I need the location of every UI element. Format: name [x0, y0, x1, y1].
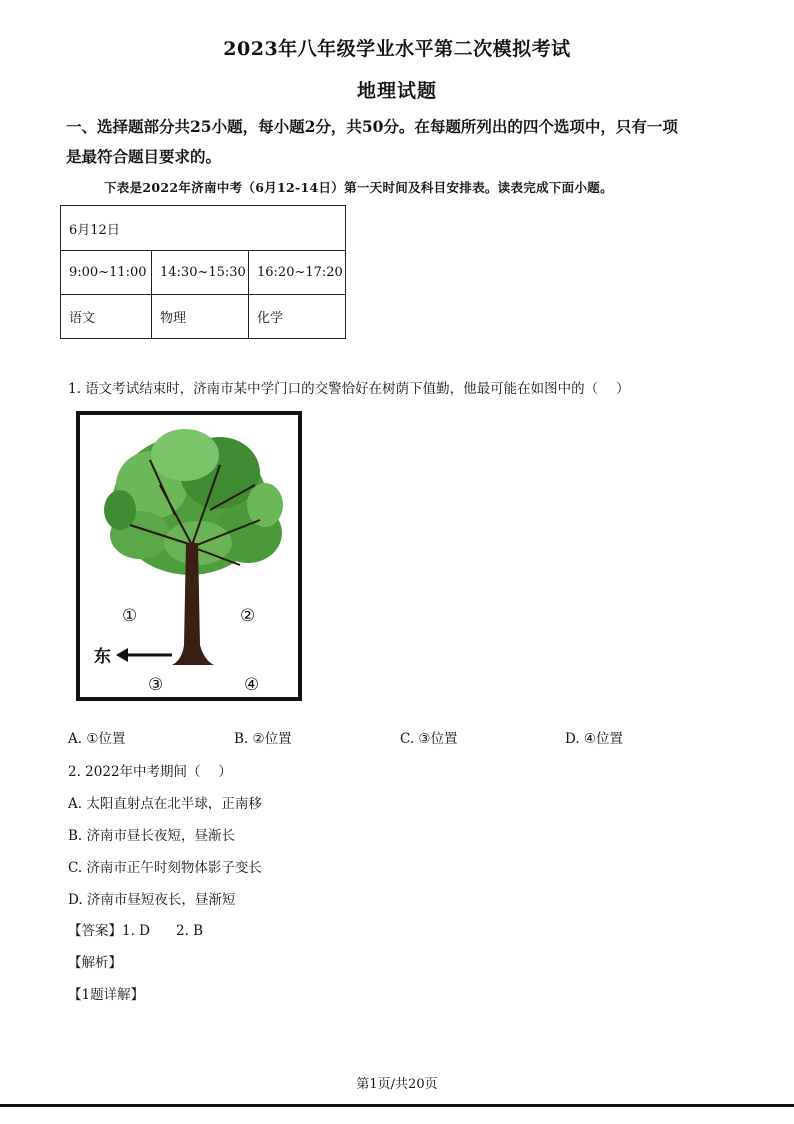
table-row — [61, 206, 346, 251]
answer-line — [68, 919, 203, 939]
schedule-subject: 化学 — [249, 295, 346, 339]
q1-option-a: A. ①位置 — [68, 731, 126, 747]
page-number: 第1页/共20页 — [356, 1077, 438, 1092]
section-instructions-line1: 一、选择题部分共25小题，每小题2分，共50分。在每题所列出的四个选项中，只有一项 — [66, 117, 678, 136]
question-2-text: 2. 2022年中考期间（ ） — [68, 764, 232, 780]
analysis-label: 【解析】 — [68, 955, 122, 971]
schedule-date: 6月12日 — [61, 206, 346, 251]
table-row — [61, 251, 346, 295]
direction-label-east: 东 — [94, 647, 111, 667]
q2-option-a: A. 太阳直射点在北半球，正南移 — [68, 796, 262, 812]
position-marker-4: ④ — [244, 675, 260, 695]
schedule-subject: 语文 — [61, 295, 152, 339]
answer-q1: 1. D — [122, 923, 150, 939]
answer-q2: 2. B — [176, 923, 204, 939]
schedule-time: 14:30~15:30 — [152, 251, 249, 295]
exam-subtitle: 地理试题 — [356, 80, 437, 102]
schedule-subject: 物理 — [152, 295, 249, 339]
tree-illustration — [80, 415, 298, 697]
q1-option-b: B. ②位置 — [234, 731, 292, 747]
q1-option-c: C. ③位置 — [400, 731, 458, 747]
position-marker-2: ② — [240, 606, 256, 626]
position-marker-3: ③ — [148, 675, 164, 695]
section-instructions-line2: 是最符合题目要求的。 — [66, 147, 222, 166]
question-1-text: 1. 语文考试结束时，济南市某中学门口的交警恰好在树荫下值勤，他最可能在如图中的（ ） — [68, 381, 630, 397]
detail-label: 【1题详解】 — [68, 987, 145, 1003]
schedule-time: 16:20~17:20 — [249, 251, 346, 295]
q1-option-d: D. ④位置 — [565, 731, 624, 747]
q2-option-c: C. 济南市正午时刻物体影子变长 — [68, 860, 262, 876]
position-marker-1: ① — [122, 606, 138, 626]
q2-option-b: B. 济南市昼长夜短，昼渐长 — [68, 828, 236, 844]
bottom-rule — [0, 1104, 794, 1107]
east-arrow-icon — [116, 648, 172, 662]
schedule-table — [60, 205, 346, 339]
answer-label: 【答案】 — [68, 923, 122, 939]
q2-option-d: D. 济南市昼短夜长，昼渐短 — [68, 892, 236, 908]
tree-figure — [76, 411, 302, 701]
exam-title: 2023年八年级学业水平第二次模拟考试 — [223, 38, 571, 60]
table-row — [61, 295, 346, 339]
schedule-intro: 下表是2022年济南中考（6月12-14日）第一天时间及科目安排表。读表完成下面小题。 — [104, 180, 613, 195]
schedule-time: 9:00~11:00 — [61, 251, 152, 295]
